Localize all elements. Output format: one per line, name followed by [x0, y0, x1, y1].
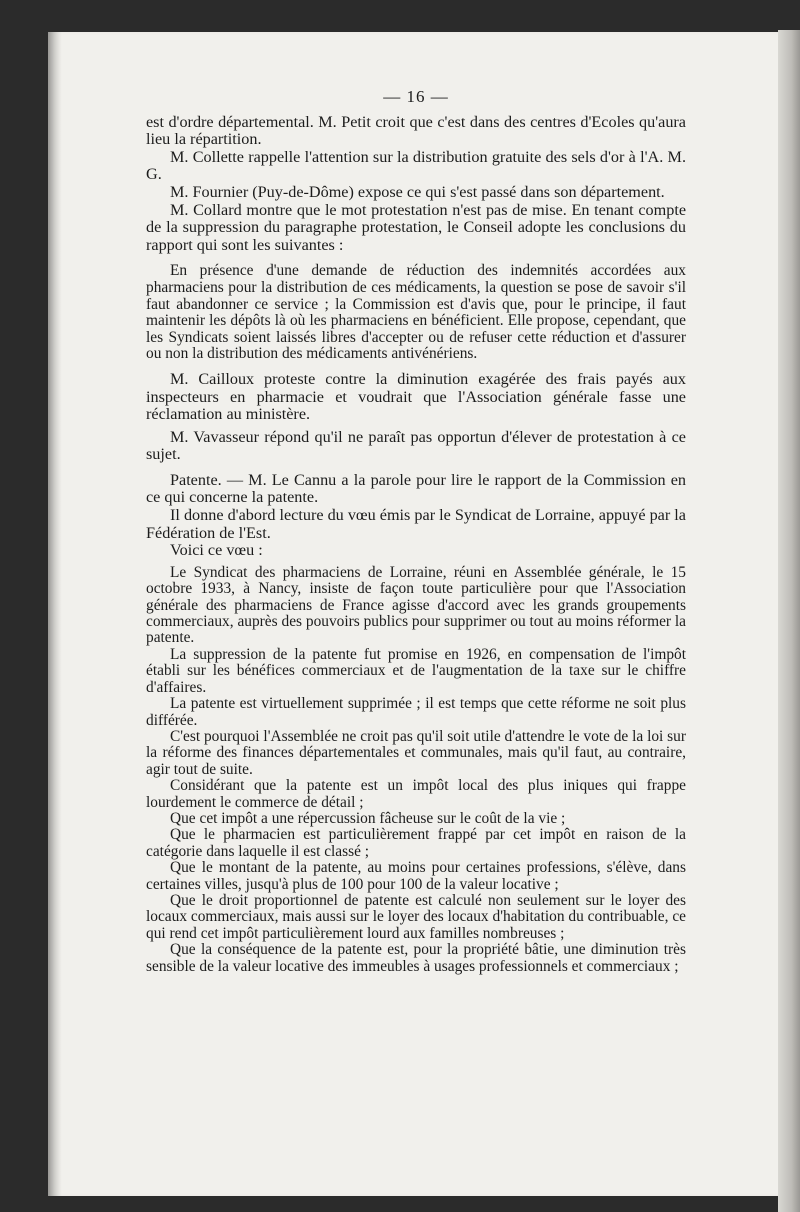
commission-conclusion: En présence d'une demande de réduction des indemnités accordées aux pharmaciens pour la distribution de ces médicaments, la question se pose de savoir s'il faut abandonner ce service ; la Commission est d'avis que, pour le principe, il faut maintenir les dépôts là où les pharmaciens en bénéficient. Elle propose, cependant, que les Syndicats soient laissés libres d'accepter ou de refuser cette réduction et d'assurer ou non la distribution des médicaments antivénériens. [146, 262, 686, 363]
voeu-paragraph: Que le montant de la patente, au moins pour certaines professions, s'élève, dans certaines villes, jusqu'à plus de 100 pour 100 de la valeur locative ; [146, 859, 686, 893]
paragraph: M. Collard montre que le mot protestation n'est pas de mise. En tenant compte de la suppression du paragraphe protestation, le Conseil adopte les conclusions du rapport qui sont les suivantes : [146, 200, 686, 254]
voeu-paragraph: Que le pharmacien est particulièrement frappé par cet impôt en raison de la catégorie dans laquelle il est classé ; [146, 826, 686, 860]
voeu-paragraph: C'est pourquoi l'Assemblée ne croit pas qu'il soit utile d'attendre le vote de la loi sur la réforme des finances départementales et communales, mais qu'il faut, au contraire, agir tout de suite. [146, 727, 686, 778]
paragraph: M. Vavasseur répond qu'il ne paraît pas opportun d'élever de protestation à ce sujet. [146, 427, 686, 464]
page-edge [778, 30, 800, 1212]
voeu-paragraph: La suppression de la patente fut promise en 1926, en compensation de l'impôt établi sur les bénéfices commerciaux et de l'augmentation de la taxe sur le chiffre d'affaires. [146, 645, 686, 696]
page-content [146, 88, 686, 975]
paragraph: M. Fournier (Puy-de-Dôme) expose ce qui s'est passé dans son département. [170, 182, 665, 201]
voeu-paragraph: La patente est virtuellement supprimée ; il est temps que cette réforme ne soit plus différée. [146, 695, 686, 729]
paragraph: M. Collette rappelle l'attention sur la distribution gratuite des sels d'or à l'A. M. G. [146, 147, 686, 184]
paragraph: Il donne d'abord lecture du vœu émis par le Syndicat de Lorraine, appuyé par la Fédération de l'Est. [146, 506, 686, 542]
paragraph-patente: Patente. — M. Le Cannu a la parole pour lire le rapport de la Commission en ce qui concerne la patente. [146, 470, 686, 507]
paragraph: Voici ce vœu : [170, 541, 263, 560]
paragraph: est d'ordre départemental. M. Petit croit que c'est dans des centres d'Ecoles qu'aura lieu la répartition. [146, 112, 686, 149]
paragraph: M. Cailloux proteste contre la diminution exagérée des frais payés aux inspecteurs en pharmacie et voudrait que l'Association générale fasse une réclamation au ministère. [146, 369, 686, 424]
voeu-paragraph: Que cet impôt a une répercussion fâcheuse sur le coût de la vie ; [170, 809, 566, 827]
page-number: — 16 — [383, 87, 449, 106]
voeu-paragraph: Le Syndicat des pharmaciens de Lorraine, réuni en Assemblée générale, le 15 octobre 1933, à Nancy, insiste de façon toute particulière pour que l'Association générale des pharmaciens de France agisse d'accord avec les grands groupements commerciaux, auprès des pouvoirs publics pour supprimer ou tout au moins réformer la patente. [146, 563, 686, 647]
voeu-paragraph: Que le droit proportionnel de patente est calculé non seulement sur le loyer des locaux commerciaux, mais aussi sur le loyer des locaux d'habitation du contribuable, ce qui rend cet impôt particulièrement lourd aux familles nombreuses ; [146, 891, 686, 942]
page-binding-shadow [48, 32, 62, 1196]
voeu-paragraph: Considérant que la patente est un impôt local des plus iniques qui frappe lourdement le commerce de détail ; [146, 777, 686, 811]
voeu-paragraph: Que la conséquence de la patente est, pour la propriété bâtie, une diminution très sensible de la valeur locative des immeubles à usages professionnels et commerciaux ; [146, 941, 686, 975]
